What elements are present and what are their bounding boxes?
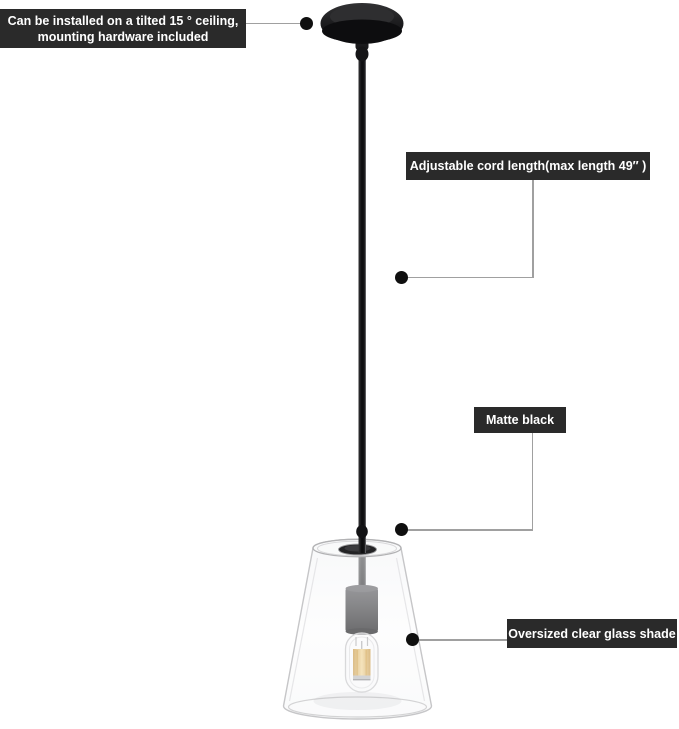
callout-tilt-ceiling-line1: Can be installed on a tilted 15 ° ceiling,: [7, 13, 239, 28]
glass-shade-fitting: [339, 544, 377, 555]
callout-matte-black: [474, 407, 566, 433]
callout-tilt-ceiling-line2: mounting hardware included: [37, 29, 209, 44]
ceiling-canopy: [321, 3, 404, 44]
connector-line-tilt-ceiling: [246, 23, 301, 25]
pendant-rod: [359, 40, 367, 588]
connector-line-cord-length-horizontal: [407, 277, 534, 279]
connector-dot-cord-length: [395, 271, 408, 284]
callout-tilt-ceiling: [0, 9, 246, 48]
callout-glass-shade-label: Oversized clear glass shade: [508, 626, 676, 641]
connector-dot-glass-shade: [406, 633, 419, 646]
connector-line-matte-black-vertical: [532, 433, 534, 530]
callout-cord-length: [406, 152, 650, 180]
callout-glass-shade: [507, 619, 677, 648]
glass-shade: [284, 539, 432, 719]
connector-dot-tilt-ceiling: [300, 17, 313, 30]
callout-matte-black-label: Matte black: [485, 413, 555, 427]
canopy-joint: [356, 41, 369, 62]
connector-line-glass-shade: [417, 639, 507, 641]
connector-line-matte-black-horizontal: [407, 529, 533, 531]
glass-inner-shadow: [314, 692, 402, 710]
connector-line-cord-length-vertical: [532, 180, 534, 277]
connector-dot-matte-black: [395, 523, 408, 536]
callout-cord-length-label: Adjustable cord length(max length 49″ ): [409, 159, 647, 173]
